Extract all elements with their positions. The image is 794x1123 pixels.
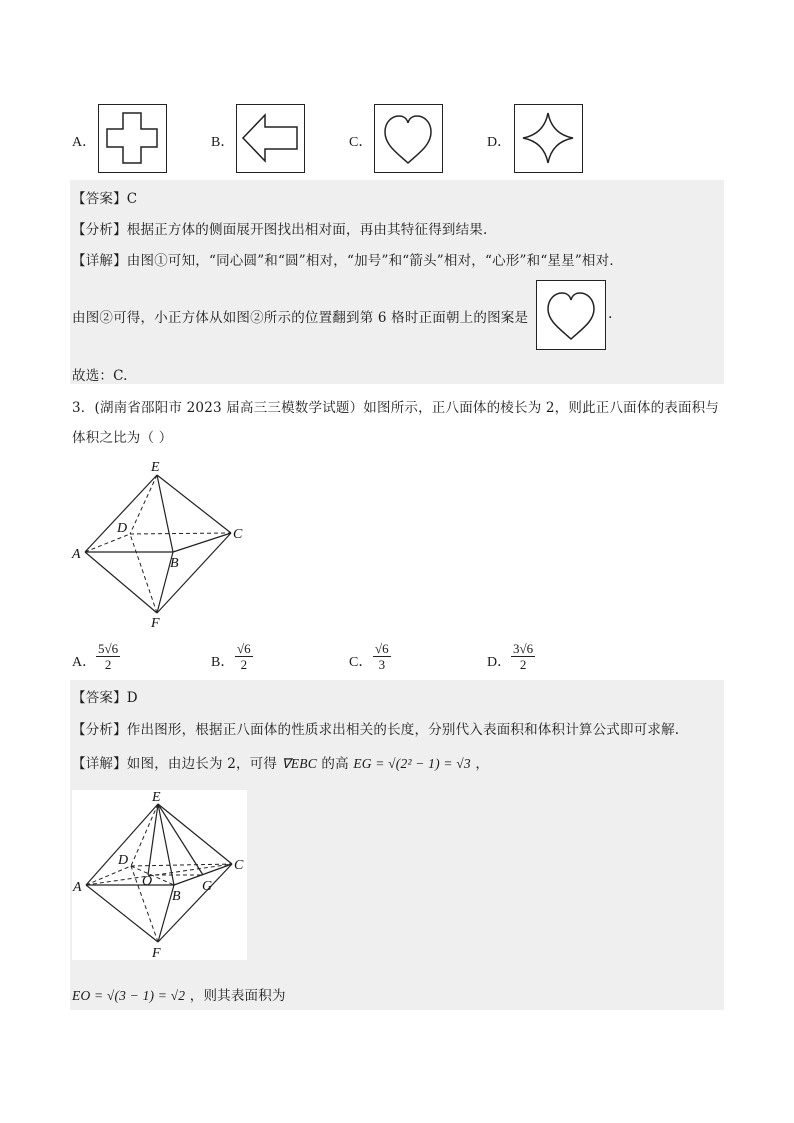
octahedron-figure-2-panel [72, 790, 247, 960]
q2-detail2: 由图②可得，小正方体从如图②所示的位置翻到第 6 格时正面朝上的图案是 [72, 310, 529, 326]
q3-answer: 【答案】D [72, 690, 138, 706]
vertex-label-g-2: G [202, 879, 213, 894]
q3-option-b-value: $\frac{√6}{2}$ [237, 641, 251, 672]
vertex-label-a: A [72, 547, 81, 562]
heart-icon [537, 281, 605, 349]
vertex-label-a-2: A [73, 880, 82, 895]
q3-detail [72, 752, 489, 772]
star-icon [515, 105, 582, 172]
vertex-label-f: F [151, 616, 160, 631]
q3-stem-line2: 体积之比为（ ） [72, 430, 173, 446]
vertex-label-d: D [117, 521, 128, 536]
cross-icon [99, 105, 166, 172]
vertex-label-e-2: E [152, 790, 161, 805]
q3-option-c-value: $\frac{√6}{3}$ [375, 641, 389, 672]
q3-detail-suffix: ， [475, 756, 490, 772]
vertex-label-d-2: D [118, 853, 129, 868]
arrow-left-icon [237, 105, 304, 172]
vertex-label-c: C [233, 527, 243, 542]
q3-stem-line1: 3．(湖南省邵阳市 2023 届高三三模数学试题）如图所示，正八面体的棱长为 2，则此正八面体的表面积与 [72, 400, 720, 416]
star-figure [514, 104, 583, 173]
q3-option-a-label: A． [72, 655, 97, 670]
option-c-label: C． [349, 135, 373, 150]
q2-answer: 【答案】C [72, 191, 138, 207]
q3-detail-mid: 的高 [321, 756, 349, 772]
q3-option-d-value: $\frac{3√6}{2}$ [513, 641, 534, 672]
option-a-label: A． [72, 135, 97, 150]
vertex-label-f-2: F [152, 946, 161, 960]
vertex-label-c-2: C [234, 858, 244, 873]
option-b-label: B． [211, 135, 235, 150]
heart-icon [375, 105, 442, 172]
q2-detail2-end: . [608, 306, 613, 322]
q2-conclusion: 故选：C. [72, 368, 128, 384]
q3-eo-line [72, 984, 286, 1004]
q3-option-b-label: B． [211, 655, 235, 670]
q2-solution-panel [70, 180, 724, 384]
q3-detail-formula: EG = √(2² − 1) = √3 [353, 756, 471, 771]
cross-figure [98, 104, 167, 173]
heart-figure [374, 104, 443, 173]
octahedron-figure-2 [72, 790, 247, 960]
q2-analysis: 【分析】根据正方体的侧面展开图找出相对面，再由其特征得到结果. [72, 222, 488, 238]
q3-eo-suffix: ，则其表面积为 [189, 988, 286, 1004]
q3-detail-prefix: 【详解】如图，由边长为 2，可得 [72, 756, 278, 772]
q3-eo-formula: EO = √(3 − 1) = √2 [72, 988, 186, 1003]
octahedron-figure [68, 455, 258, 633]
arrow-figure [236, 104, 305, 173]
vertex-label-b: B [170, 556, 179, 571]
q2-detail: 【详解】由图①可知，“同心圆”和“圆”相对，“加号”和“箭头”相对，“心形”和“星星”相对． [72, 253, 624, 269]
vertex-label-o-2: O [142, 874, 153, 889]
q3-option-c-label: C． [349, 655, 373, 670]
q3-detail-triangle: ∇EBC [281, 756, 317, 771]
vertex-label-b-2: B [172, 889, 181, 904]
vertex-label-e: E [151, 460, 160, 475]
answer-heart-figure [536, 280, 606, 350]
q3-option-d-label: D． [487, 655, 512, 670]
q3-option-a-value: $\frac{5√6}{2}$ [98, 641, 119, 672]
option-d-label: D． [487, 135, 512, 150]
q3-analysis: 【分析】作出图形，根据正八面体的性质求出相关的长度，分别代入表面积和体积计算公式即可求解. [72, 722, 680, 738]
